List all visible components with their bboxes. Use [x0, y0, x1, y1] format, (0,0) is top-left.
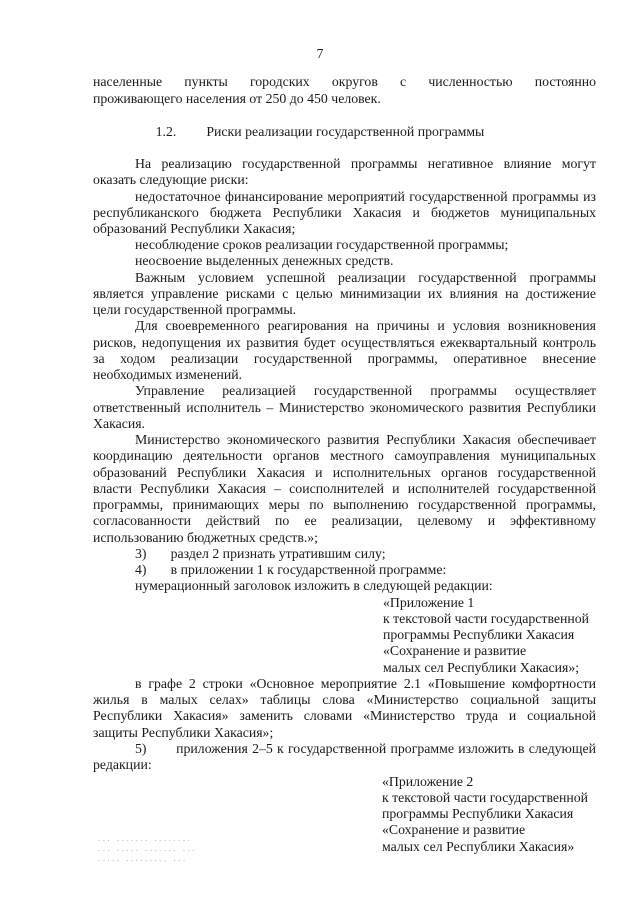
text-line: Республики Хакасия» заменить словами «Министерство труда и социальной	[93, 708, 596, 723]
text-line: На реализацию государственной программы негативное влияние могут	[135, 156, 596, 171]
stamp-line: ·-· ---·-·· ·--·-·-·	[97, 837, 192, 845]
text-line: редакции:	[93, 757, 152, 772]
text-line: жилья в малых селах» таблицы слова «Министерство социальной защиты	[93, 692, 596, 707]
text-line: неосвоение выделенных денежных средств.	[135, 253, 394, 268]
appendix-2-line: «Сохранение и развитие	[382, 822, 526, 837]
appendix-2-line: к текстовой части государственной	[382, 790, 589, 805]
text-line: Важным условием успешной реализации государственной программы	[135, 270, 596, 285]
section-number: 1.2.	[155, 124, 177, 139]
appendix-2-line: программы Республики Хакасия	[382, 806, 574, 821]
text-line: оказать следующие риски:	[93, 172, 249, 187]
appendix-1-line: «Сохранение и развитие	[383, 643, 527, 658]
text-line: недостаточное финансирование мероприятий государственной программы из	[135, 189, 596, 204]
text-line: за ходом реализации государственной программы, оперативное внесение	[93, 351, 596, 366]
text-line: проживающего населения от 250 до 450 человек.	[93, 91, 381, 106]
text-line: образований Республики Хакасия;	[93, 221, 296, 236]
text-line: ответственный исполнитель – Министерство экономического развития Республики	[93, 400, 596, 415]
text-line: цели государственной программы.	[93, 302, 297, 317]
appendix-1-line: малых сел Республики Хакасия»;	[383, 660, 580, 675]
text-line: власти Республики Хакасия – соисполнителей и исполнителей государственной	[93, 481, 596, 496]
text-line: Для своевременного реагирования на причины и условия возникновения	[135, 318, 596, 333]
appendix-2-line: «Приложение 2	[382, 774, 474, 789]
text-line: Управление реализацией государственной программы осуществляет	[135, 383, 596, 398]
text-line: республиканского бюджета Республики Хакасия и бюджетов муниципальных	[93, 205, 596, 220]
text-line: необходимых изменений.	[93, 367, 243, 382]
text-line: является управление рисками с целью минимизации их влияния на достижение	[93, 286, 596, 301]
page-number: 7	[316, 46, 324, 61]
text-line: несоблюдение сроков реализации государственной программы;	[135, 237, 509, 252]
appendix-2-line: малых сел Республики Хакасия»	[382, 839, 575, 854]
text-line: защиты Республики Хакасия»;	[93, 725, 274, 740]
appendix-1-line: «Приложение 1	[383, 595, 475, 610]
text-line: координацию деятельности органов местного самоуправления муниципальных	[93, 448, 596, 463]
text-line: согласованности действий по ее реализации, целевому и эффективному	[93, 513, 596, 528]
text-line: населенные пункты городских округов с численностью постоянно	[93, 74, 596, 89]
text-line: Хакасия.	[93, 416, 146, 431]
text-line: Министерство экономического развития Республики Хакасия обеспечивает	[135, 432, 596, 447]
list-item: 4) в приложении 1 к государственной программе:	[135, 562, 447, 577]
registration-stamp	[97, 836, 211, 886]
appendix-1-line: к текстовой части государственной	[383, 611, 590, 626]
text-line: нумерационный заголовок изложить в следующей редакции:	[135, 578, 493, 593]
appendix-1-line: программы Республики Хакасия	[383, 627, 575, 642]
text-line: программы, принимающих меры по выполнению государственной программы,	[93, 497, 596, 512]
stamp-line: ·-·-· ····-·--- ··-	[97, 857, 187, 865]
text-line: образований Республики Хакасия и исполнительных органов государственной	[93, 465, 596, 480]
section-title: Риски реализации государственной программы	[206, 124, 485, 139]
list-item: 5) приложения 2–5 к государственной программе изложить в следующей	[135, 741, 596, 756]
text-line: в графе 2 строки «Основное мероприятие 2.1 «Повышение комфортности	[135, 676, 596, 691]
list-item: 3) раздел 2 признать утратившим силу;	[135, 546, 386, 561]
text-line: рисков, недопущения их развития будет осуществляться ежеквартальный контроль	[93, 335, 596, 350]
text-line: использованию бюджетных средств.»;	[93, 530, 319, 545]
stamp-line: ·-- ·-·-· ··--·-- ·-·	[97, 847, 197, 855]
section-heading	[0, 124, 640, 140]
